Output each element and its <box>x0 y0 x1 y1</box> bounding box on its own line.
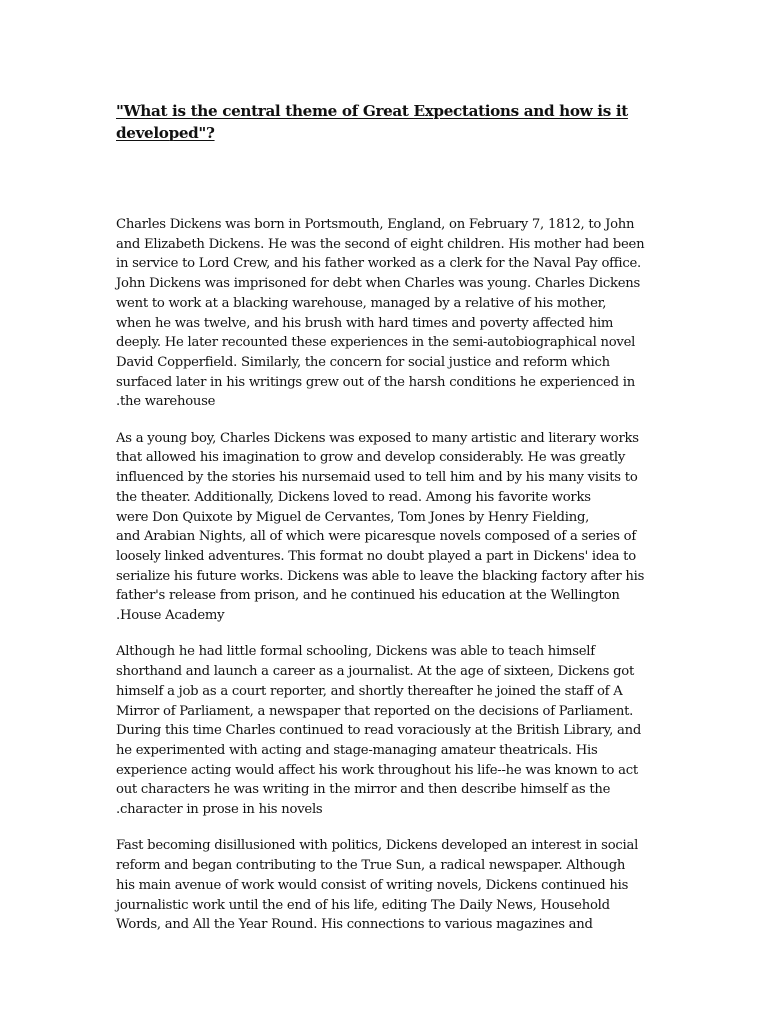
text-line: experience acting would affect his work throughout his life--he was known to act <box>116 762 638 778</box>
text-line: Charles Dickens was born in Portsmouth, England, on February 7, 1812, to John <box>116 217 635 232</box>
text-line: went to work at a blacking warehouse, managed by a relative of his mother, <box>116 295 607 311</box>
title-line: developed"? <box>116 123 215 142</box>
text-line: Words, and All the Year Round. His connections to various magazines and <box>116 917 593 933</box>
document-title <box>116 101 656 144</box>
text-line: .character in prose in his novels <box>116 802 323 818</box>
text-line: his main avenue of work would consist of writing novels, Dickens continued his <box>116 877 629 893</box>
text-line: deeply. He later recounted these experiences in the semi-autobiographical novel <box>116 335 636 351</box>
text-line: in service to Lord Crew, and his father worked as a clerk for the Naval Pay office. <box>116 256 641 272</box>
text-line: As a young boy, Charles Dickens was exposed to many artistic and literary works <box>116 430 639 446</box>
document-body <box>116 215 661 951</box>
text-line: he experimented with acting and stage-managing amateur theatricals. His <box>116 742 598 758</box>
text-line: .the warehouse <box>116 394 216 410</box>
text-line: himself a job as a court reporter, and shortly thereafter he joined the staff of A <box>116 683 623 699</box>
text-line: Mirror of Parliament, a newspaper that reported on the decisions of Parliament. <box>116 703 634 719</box>
text-line: when he was twelve, and his brush with hard times and poverty affected him <box>116 315 614 331</box>
text-line: shorthand and launch a career as a journalist. At the age of sixteen, Dickens got <box>116 664 635 680</box>
text-line: were Don Quixote by Miguel de Cervantes, Tom Jones by Henry Fielding, <box>116 509 590 525</box>
text-line: that allowed his imagination to grow and develop considerably. He was greatly <box>116 450 626 466</box>
paragraph-politics <box>116 836 661 935</box>
text-line: Fast becoming disillusioned with politics, Dickens developed an interest in social <box>116 838 639 854</box>
text-line: reform and began contributing to the True Sun, a radical newspaper. Although <box>116 858 626 874</box>
text-line: Although he had little formal schooling, Dickens was able to teach himself <box>116 644 595 660</box>
paragraph-young-boy <box>116 429 661 626</box>
text-line: influenced by the stories his nursemaid used to tell him and by his many visits to <box>116 470 638 486</box>
paragraph-journalism <box>116 642 661 819</box>
text-line: .House Academy <box>116 608 225 624</box>
text-line: the theater. Additionally, Dickens loved to read. Among his favorite works <box>116 489 591 505</box>
text-line: serialize his future works. Dickens was able to leave the blacking factory after his <box>116 568 645 584</box>
title-line: "What is the central theme of Great Expectations and how is it <box>116 102 628 120</box>
text-line: John Dickens was imprisoned for debt when Charles was young. Charles Dickens <box>116 276 641 292</box>
text-line: and Elizabeth Dickens. He was the second of eight children. His mother had been <box>116 236 645 252</box>
text-line: father's release from prison, and he continued his education at the Wellington <box>116 588 620 604</box>
text-line: out characters he was writing in the mirror and then describe himself as the <box>116 782 611 798</box>
paragraph-early-life <box>116 215 661 412</box>
text-line: David Copperfield. Similarly, the concern for social justice and reform which <box>116 355 610 371</box>
text-line: and Arabian Nights, all of which were picaresque novels composed of a series of <box>116 529 636 545</box>
text-line: During this time Charles continued to read voraciously at the British Library, and <box>116 723 642 739</box>
document-page <box>116 0 656 1024</box>
text-line: journalistic work until the end of his life, editing The Daily News, Household <box>116 897 610 913</box>
text-line: surfaced later in his writings grew out of the harsh conditions he experienced in <box>116 374 635 390</box>
text-line: loosely linked adventures. This format no doubt played a part in Dickens' idea to <box>116 549 636 564</box>
